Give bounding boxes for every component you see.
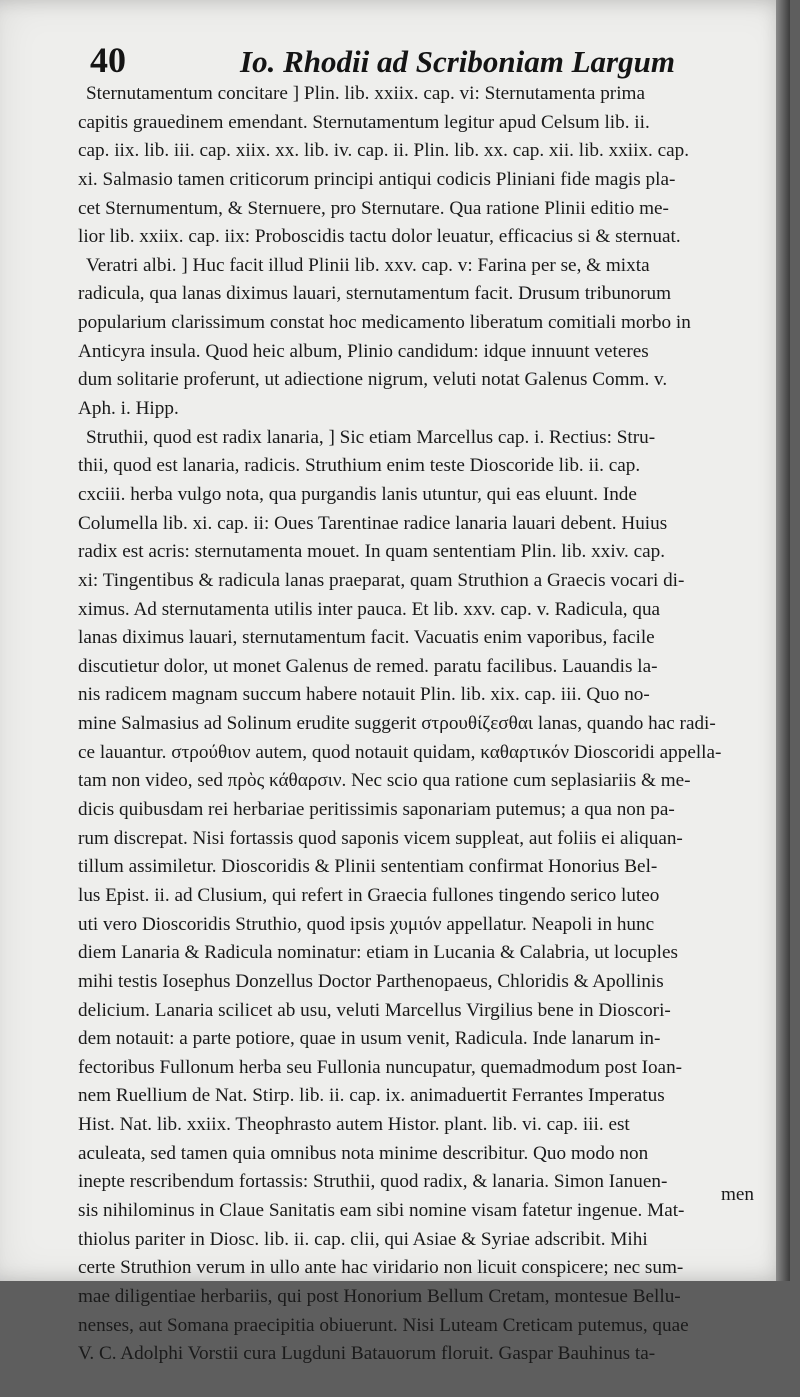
text-line: xi. Salmasio tamen criticorum principi antiqui codicis Pliniani fide magis pla- — [78, 168, 676, 190]
text-line: dum solitarie proferunt, ut adiectione nigrum, veluti notat Galenus Comm. v. — [78, 369, 668, 391]
text-line: nis radicem magnam succum habere notauit Plin. lib. xix. cap. iii. Quo no- — [78, 684, 650, 706]
text-line: V. C. Adolphi Vorstii cura Lugduni Batauorum floruit. Gaspar Bauhinus ta- — [78, 1343, 656, 1365]
text-line: tillum assimiletur. Dioscoridis & Plinii sententiam confirmat Honorius Bel- — [78, 856, 658, 878]
text-line: delicium. Lanaria scilicet ab usu, veluti Marcellus Virgilius bene in Dioscori- — [78, 999, 671, 1021]
text-line: Aph. i. Hipp. — [78, 398, 179, 420]
text-line: lus Epist. ii. ad Clusium, qui refert in Graecia fullones tingendo serico luteo — [78, 884, 660, 906]
text-line: rum discrepat. Nisi fortassis quod saponis vicem suppleat, aut foliis ei aliquan- — [78, 827, 683, 849]
text-line: aculeata, sed tamen quia omnibus nota minime describitur. Quo modo non — [78, 1142, 649, 1164]
page-header — [90, 40, 780, 80]
text-line: Anticyra insula. Quod heic album, Plinio candidum: idque innuunt veteres — [78, 340, 649, 362]
text-line — [78, 1369, 778, 1397]
text-line: nenses, aut Somana praecipitia obiuerunt. Nisi Luteam Creticam putemus, quae — [78, 1314, 689, 1336]
text-line: mine Salmasius ad Solinum erudite suggerit στρουθίζεσθαι lanas, quando hac radi- — [78, 713, 716, 735]
catchword: men — [720, 1184, 754, 1205]
text-line: Hist. Nat. lib. xxiix. Theophrasto autem Histor. plant. lib. vi. cap. iii. est — [78, 1114, 630, 1136]
text-line: dem notauit: a parte potiore, quae in usum venit, Radicula. Inde lanarum in- — [78, 1028, 661, 1050]
text-line: fectoribus Fullonum herba seu Fullonia nuncupatur, quemadmodum post Ioan- — [78, 1056, 683, 1078]
text-line: Columella lib. xi. cap. ii: Oues Tarentinae radice lanaria lauari debent. Huius — [78, 512, 668, 534]
page-number: 40 — [90, 40, 126, 80]
text-line: lior lib. xxiix. cap. iix: Proboscidis tactu dolor leuatur, efficacius si & sternuat. — [78, 226, 681, 248]
text-line: dicis quibusdam rei herbariae peritissimis saponariam putemus; a qua non pa- — [78, 799, 675, 821]
text-line: inepte rescribendum fortassis: Struthii, quod radix, & lanaria. Simon Ianuen- — [78, 1171, 668, 1193]
text-line: thii, quod est lanaria, radicis. Struthium enim teste Dioscoride lib. ii. cap. — [78, 455, 641, 477]
text-line: thiolus pariter in Diosc. lib. ii. cap. clii, qui Asiae & Syriae adscribit. Mihi — [78, 1228, 648, 1250]
text-line: popularium clarissimum constat hoc medicamento liberatum comitiali morbo in — [78, 312, 691, 334]
running-title: Io. Rhodii ad Scriboniam Largum — [240, 44, 675, 79]
text-line: mihi testis Iosephus Donzellus Doctor Parthenopaeus, Chloridis & Apollinis — [78, 970, 664, 992]
text-line: mae diligentiae herbariis, qui post Honorium Bellum Cretam, montesue Bellu- — [78, 1285, 681, 1307]
text-line: cxciii. herba vulgo nota, qua purgandis lanis utuntur, qui eas eluunt. Inde — [78, 483, 637, 505]
text-line: diem Lanaria & Radicula nominatur: etiam in Lucania & Calabria, ut locuples — [78, 942, 678, 964]
text-line: ce lauantur. στρούθιον autem, quod notauit quidam, καθαρτικόν Dioscoridi appella- — [78, 741, 722, 763]
text-line: Veratri albi. ] Huc facit illud Plinii lib. xxv. cap. v: Farina per se, & mixta — [86, 254, 650, 276]
text-line: Sternutamentum concitare ] Plin. lib. xxiix. cap. vi: Sternutamenta prima — [86, 83, 645, 104]
text-line: capitis grauedinem emendant. Sternutamentum legitur apud Celsum lib. ii. — [78, 111, 650, 133]
text-line: ximus. Ad sternutamenta utilis inter pauca. Et lib. xxv. cap. v. Radicula, qua — [78, 598, 661, 620]
text-line: uti vero Dioscoridis Struthio, quod ipsis χυμιόν appellatur. Neapoli in hunc — [78, 913, 655, 935]
text-line: discutietur dolor, ut monet Galenus de remed. paratu facilibus. Lauandis la- — [78, 655, 658, 677]
text-line: Struthii, quod est radix lanaria, ] Sic etiam Marcellus cap. i. Rectius: Stru- — [86, 426, 656, 448]
text-line: lanas diximus lauari, sternutamentum facit. Vacuatis enim vaporibus, facile — [78, 627, 655, 649]
text-line: radix est acris: sternutamenta mouet. In quam sententiam Plin. lib. xxiv. cap. — [78, 541, 666, 563]
text-line: nem Ruellium de Nat. Stirp. lib. ii. cap. ix. animaduertit Ferrantes Imperatus — [78, 1085, 665, 1107]
text-line: tam non video, sed πρὸς κάθαρσιν. Nec scio qua ratione cum seplasiariis & me- — [78, 770, 691, 792]
page-edge-shadow — [776, 0, 790, 1281]
text-line: cet Sternumentum, & Sternuere, pro Sternutare. Qua ratione Plinii editio me- — [78, 197, 669, 219]
text-line: radicula, qua lanas diximus lauari, sternutamentum facit. Drusum tribunorum — [78, 283, 672, 305]
body-text — [78, 80, 778, 1397]
text-line: certe Struthion verum in ullo ante hac viridario non licuit conspicere; nec sum- — [78, 1257, 684, 1279]
text-line: xi: Tingentibus & radicula lanas praeparat, quam Struthion a Graecis vocari di- — [78, 569, 685, 591]
text-line: cap. iix. lib. iii. cap. xiix. xx. lib. iv. cap. ii. Plin. lib. xx. cap. xii. lib. xxiix. cap. — [78, 140, 690, 162]
text-line: sis nihilominus in Claue Sanitatis eam sibi nomine visam fatetur ingenue. Mat- — [78, 1199, 685, 1221]
